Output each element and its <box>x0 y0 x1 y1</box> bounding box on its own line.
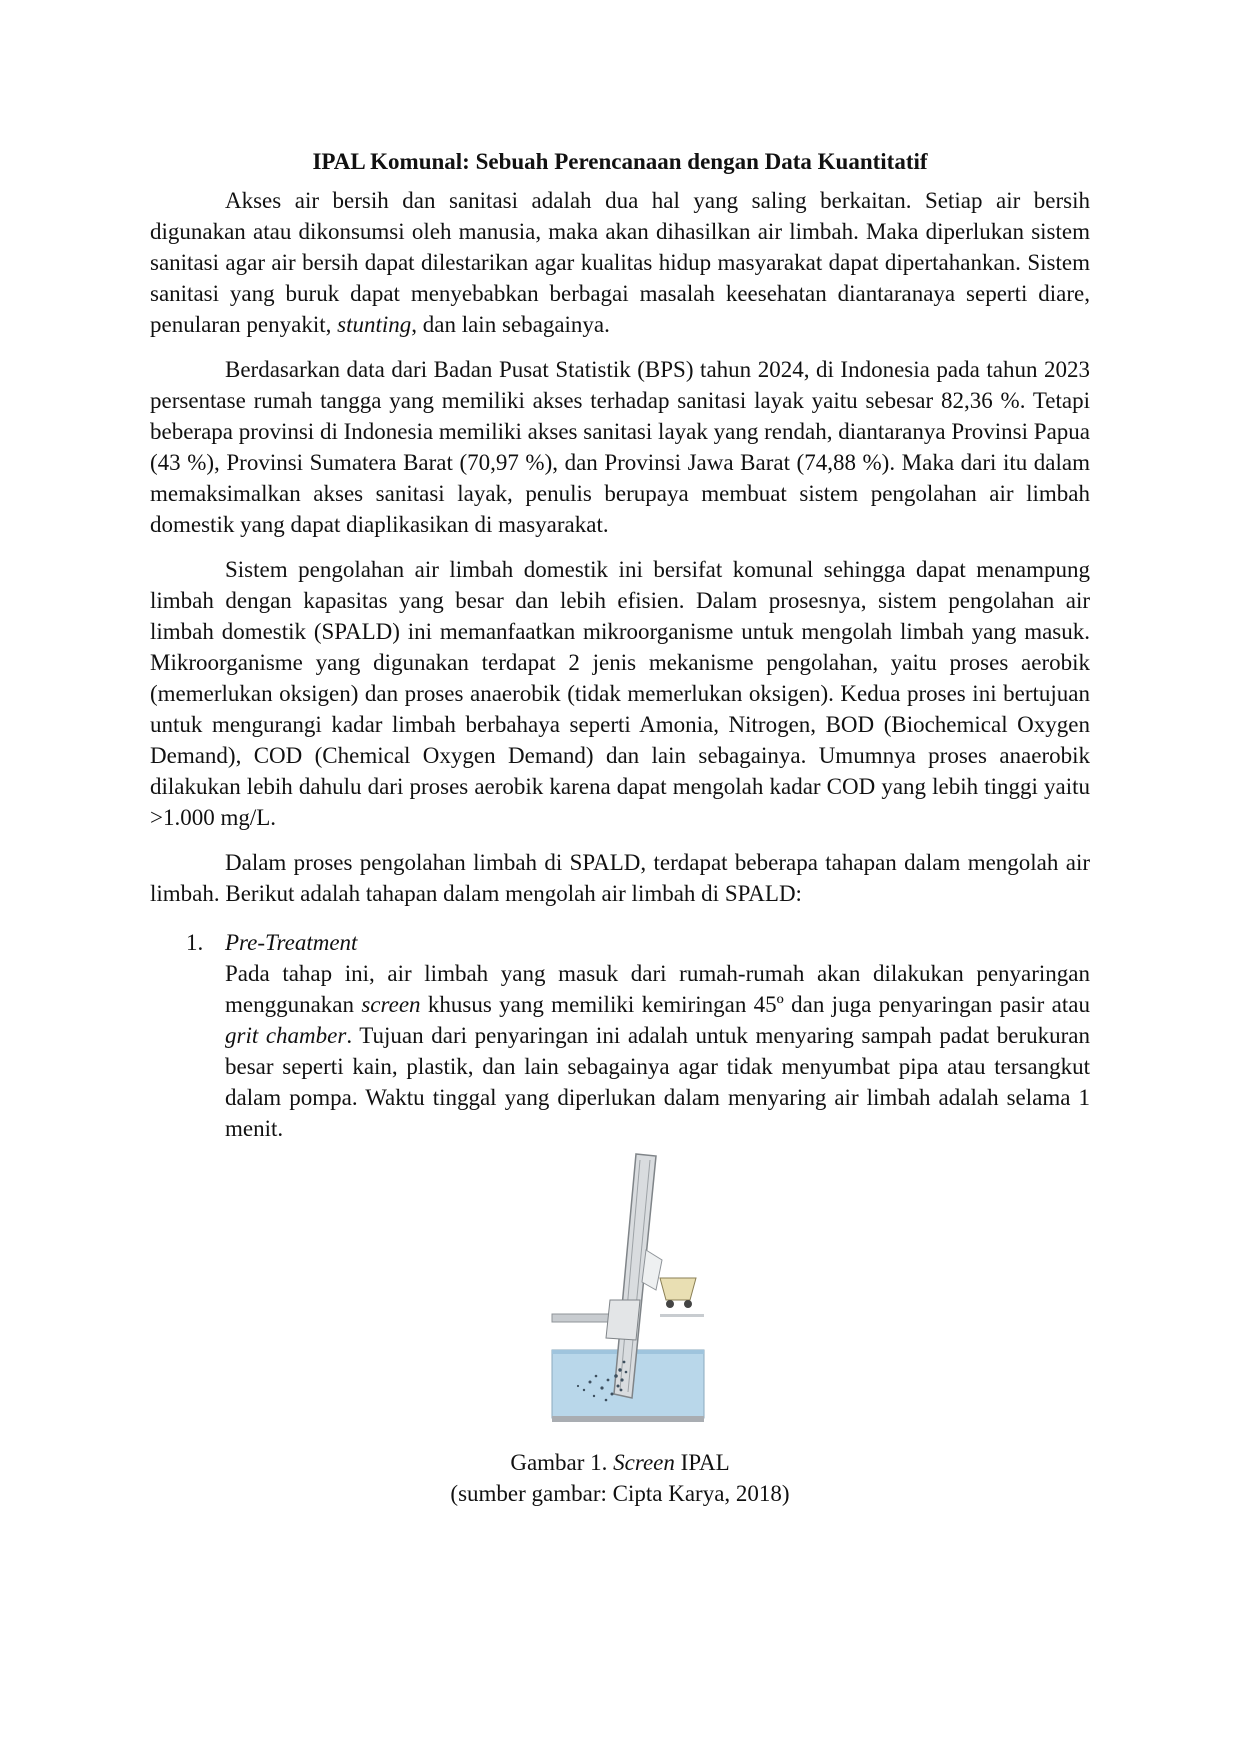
channel-floor <box>552 1416 704 1422</box>
paragraph-1-text-a: Akses air bersih dan sanitasi adalah dua hal yang saling berkaitan. Setiap air bersih digunakan atau dikonsumsi oleh manusia, maka akan dihasilkan air limbah. Maka diperlukan sistem sanitasi agar air bersih dapat dilestarikan agar kualitas hidup masyarakat dapat dipertahankan. Sistem sanitasi yang buruk dapat menyebabkan berbagai masalah keesehatan diantaranaya seperti diare, penularan penyakit, <box>150 188 1090 337</box>
caption-prefix: Gambar 1. <box>510 1450 614 1475</box>
list-item-emphasis-grit-chamber: grit chamber <box>225 1023 347 1048</box>
collection-cart <box>660 1278 696 1300</box>
list-item-body <box>225 958 1090 1144</box>
figure-caption <box>150 1447 1090 1509</box>
document-body <box>150 146 1090 1144</box>
paragraph-1-text-b: , dan lain sebagainya. <box>411 312 610 337</box>
cart-wheel-left <box>666 1300 674 1308</box>
cart-wheel-right <box>684 1300 692 1308</box>
list-item-emphasis-screen: screen <box>361 992 421 1017</box>
screen-ipal-illustration <box>550 1150 720 1430</box>
screen-housing <box>606 1300 640 1340</box>
paragraph-2: Berdasarkan data dari Badan Pusat Statistik (BPS) tahun 2024, di Indonesia pada tahun 2023 persentase rumah tangga yang memiliki akses terhadap sanitasi layak yaitu sebesar 82,36 %. Tetapi beberapa provinsi di Indonesia memiliki akses sanitasi layak yang rendah, diantaranya Provinsi Papua (43 %), Provinsi Sumatera Barat (70,97 %), dan Provinsi Jawa Barat (74,88 %). Maka dari itu dalam memaksimalkan akses sanitasi layak, penulis berupaya membuat sistem pengolahan air limbah domestik yang dapat diaplikasikan di masyarakat. <box>150 357 1090 537</box>
paragraph-3: Sistem pengolahan air limbah domestik ini bersifat komunal sehingga dapat menampung limbah dengan kapasitas yang besar dan lebih efisien. Dalam prosesnya, sistem pengolahan air limbah domestik (SPALD) ini memanfaatkan mikroorganisme untuk mengolah limbah yang masuk. Mikroorganisme yang digunakan terdapat 2 jenis mekanisme pengolahan, yaitu proses aerobik (memerlukan oksigen) dan proses anaerobik (tidak memerlukan oksigen). Kedua proses ini bertujuan untuk mengurangi kadar limbah berbahaya seperti Amonia, Nitrogen, BOD (Biochemical Oxygen Demand), COD (Chemical Oxygen Demand) dan lain sebagainya. Umumnya proses anaerobik dilakukan lebih dahulu dari proses aerobik karena dapat mengolah kadar COD yang lebih tinggi yaitu >1.000 mg/L. <box>150 557 1090 830</box>
list-item-body-text-b: khusus yang memiliki kemiringan 45º dan juga penyaringan pasir atau <box>420 992 1090 1017</box>
paragraph-1 <box>150 185 1090 340</box>
figure-source: (sumber gambar: Cipta Karya, 2018) <box>450 1481 790 1506</box>
discharge-chute <box>642 1250 662 1290</box>
document-title: IPAL Komunal: Sebuah Perencanaan dengan Data Kuantitatif <box>312 149 928 174</box>
paragraph-4: Dalam proses pengolahan limbah di SPALD, terdapat beberapa tahapan dalam mengolah air limbah. Berikut adalah tahapan dalam mengolah air limbah di SPALD: <box>150 850 1090 906</box>
platform <box>552 1314 612 1322</box>
list-item-title: Pre-Treatment <box>225 930 358 955</box>
list-item-body-text-c: . Tujuan dari penyaringan ini adalah untuk menyaring sampah padat berukuran besar seperti kain, plastik, dan lain sebagainya agar tidak menyumbat pipa atau tersangkut dalam pompa. Waktu tinggal yang diperlukan dalam menyaring air limbah adalah selama 1 menit. <box>225 1023 1091 1141</box>
paragraph-1-emphasis: stunting <box>337 312 412 337</box>
caption-suffix: IPAL <box>674 1450 730 1475</box>
platform-right <box>660 1314 704 1317</box>
list-item-number: 1. <box>186 930 204 955</box>
treatment-steps-list <box>150 927 1090 1144</box>
caption-emphasis: Screen <box>613 1450 675 1475</box>
list-item <box>150 927 1090 1144</box>
list-item-body-text-a: Pada tahap ini, air limbah yang masuk dari rumah-rumah akan dilakukan penyaringan menggunakan <box>225 961 1090 1017</box>
figure-caption-title <box>150 1447 1090 1478</box>
